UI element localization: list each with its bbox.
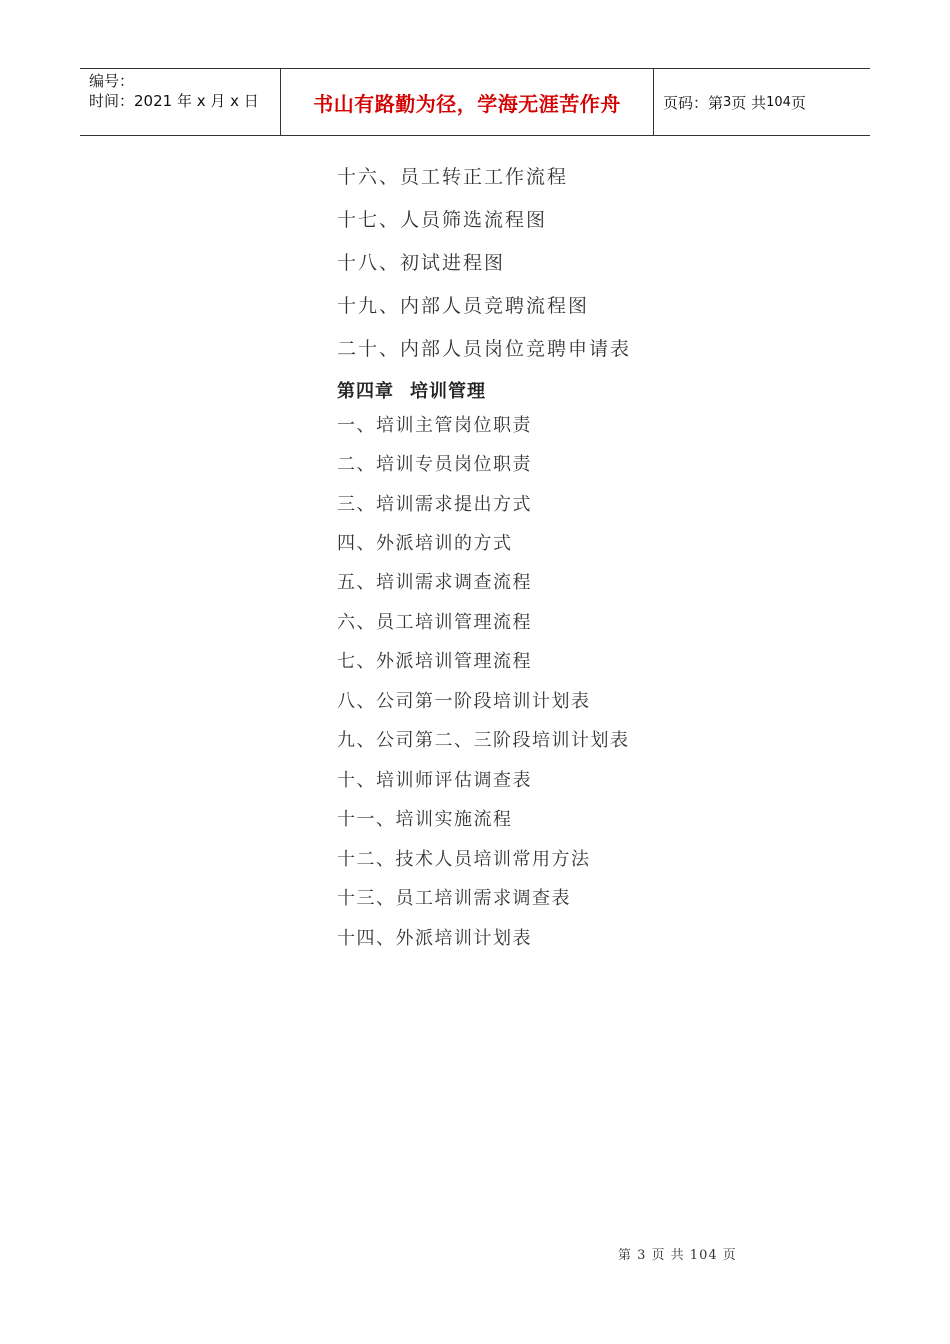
toc-item: 二、培训专员岗位职责 [337,454,532,475]
header-meta [80,69,281,135]
toc-item: 十四、外派培训计划表 [337,928,532,949]
toc-item: 十一、培训实施流程 [337,809,513,830]
toc-item: 十七、人员筛选流程图 [337,209,548,231]
chapter-number: 第四章 [337,381,394,402]
toc-item: 九、公司第二、三阶段培训计划表 [337,730,630,751]
page-info-current: 3 [723,94,732,110]
toc-item: 十九、内部人员竞聘流程图 [337,295,590,317]
toc-item: 一、培训主管岗位职责 [337,415,532,436]
toc-item: 八、公司第一阶段培训计划表 [337,691,591,712]
page-footer: 第 3 页 共 104 页 [618,1248,737,1263]
toc-item: 十、培训师评估调查表 [337,770,532,791]
document-date: 时间：2021 年 x 月 x 日 [89,92,259,110]
toc-item: 二十、内部人员岗位竞聘申请表 [337,338,632,360]
toc-item: 十二、技术人员培训常用方法 [337,849,591,870]
toc-item: 六、员工培训管理流程 [337,612,532,633]
document-number-label: 编号： [89,72,135,90]
table-of-contents [337,0,817,1000]
toc-item: 四、外派培训的方式 [337,533,513,554]
toc-item: 十八、初试进程图 [337,252,506,274]
page-info-middle: 页 共 [731,93,767,112]
header-motto: 书山有路勤为径，学海无涯苦作舟 [281,69,654,135]
page-info-prefix: 页码：第 [663,93,724,112]
toc-item: 三、培训需求提出方式 [337,494,532,515]
toc-item: 七、外派培训管理流程 [337,651,532,672]
toc-item: 十六、员工转正工作流程 [337,166,569,188]
page-info-suffix: 页 [790,93,806,112]
toc-item: 五、培训需求调查流程 [337,572,532,593]
page-info-total: 104 [766,94,791,110]
chapter-title: 培训管理 [410,381,486,402]
toc-item: 十三、员工培训需求调查表 [337,888,571,909]
chapter-heading [337,381,486,403]
